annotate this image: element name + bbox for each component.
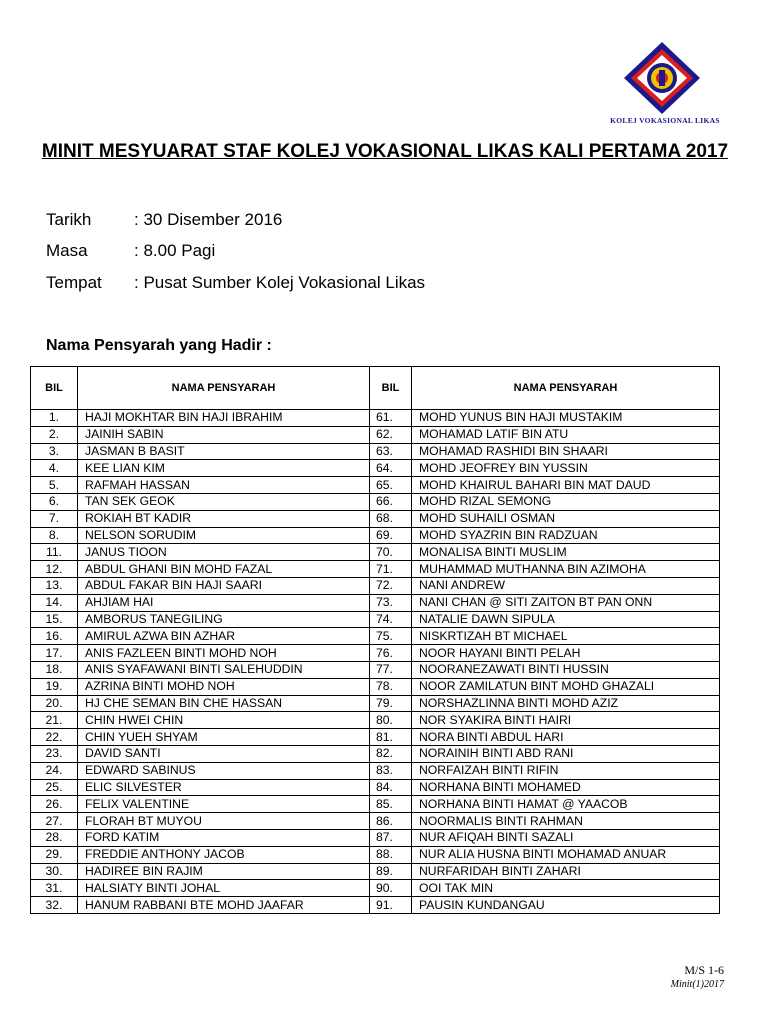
row-number: 85.	[370, 796, 412, 813]
row-number: 64.	[370, 460, 412, 477]
info-value: : 8.00 Pagi	[134, 241, 216, 260]
column-header: NAMA PENSYARAH	[412, 367, 720, 410]
row-number: 83.	[370, 762, 412, 779]
lecturer-name: MOHAMAD RASHIDI BIN SHAARI	[412, 443, 720, 460]
lecturer-name: HANUM RABBANI BTE MOHD JAAFAR	[78, 897, 370, 914]
row-number: 4.	[31, 460, 78, 477]
row-number: 28.	[31, 829, 78, 846]
row-number: 81.	[370, 729, 412, 746]
lecturer-name: FLORAH BT MUYOU	[78, 813, 370, 830]
row-number: 26.	[31, 796, 78, 813]
table-row	[31, 443, 720, 460]
lecturer-name: HAJI MOKHTAR BIN HAJI IBRAHIM	[78, 410, 370, 427]
lecturer-name: NUR ALIA HUSNA BINTI MOHAMAD ANUAR	[412, 846, 720, 863]
table-row	[31, 712, 720, 729]
table-body	[31, 410, 720, 914]
row-number: 84.	[370, 779, 412, 796]
lecturer-name: AZRINA BINTI MOHD NOH	[78, 678, 370, 695]
row-number: 29.	[31, 846, 78, 863]
lecturer-name: NORHANA BINTI HAMAT @ YAACOB	[412, 796, 720, 813]
table-row	[31, 880, 720, 897]
row-number: 25.	[31, 779, 78, 796]
row-number: 24.	[31, 762, 78, 779]
table-row	[31, 897, 720, 914]
row-number: 20.	[31, 695, 78, 712]
row-number: 12.	[31, 561, 78, 578]
lecturer-name: NOORMALIS BINTI RAHMAN	[412, 813, 720, 830]
row-number: 91.	[370, 897, 412, 914]
table-row	[31, 863, 720, 880]
row-number: 73.	[370, 594, 412, 611]
table-row	[31, 661, 720, 678]
row-number: 70.	[370, 544, 412, 561]
column-header: NAMA PENSYARAH	[78, 367, 370, 410]
lecturer-name: MOHAMAD LATIF BIN ATU	[412, 426, 720, 443]
table-row	[31, 426, 720, 443]
row-number: 6.	[31, 493, 78, 510]
lecturer-name: CHIN HWEI CHIN	[78, 712, 370, 729]
table-row	[31, 611, 720, 628]
lecturer-name: JAINIH SABIN	[78, 426, 370, 443]
row-number: 7.	[31, 510, 78, 527]
table-row	[31, 729, 720, 746]
lecturer-name: RAFMAH HASSAN	[78, 477, 370, 494]
table-row	[31, 796, 720, 813]
row-number: 5.	[31, 477, 78, 494]
row-number: 89.	[370, 863, 412, 880]
table-row	[31, 846, 720, 863]
info-label: Masa	[46, 241, 88, 260]
column-header: BIL	[370, 367, 412, 410]
lecturer-name: FELIX VALENTINE	[78, 796, 370, 813]
row-number: 17.	[31, 645, 78, 662]
table-row	[31, 645, 720, 662]
lecturer-name: MOHD RIZAL SEMONG	[412, 493, 720, 510]
lecturer-name: PAUSIN KUNDANGAU	[412, 897, 720, 914]
table-row	[31, 628, 720, 645]
row-number: 62.	[370, 426, 412, 443]
lecturer-name: MOHD SUHAILI OSMAN	[412, 510, 720, 527]
lecturer-name: ABDUL FAKAR BIN HAJI SAARI	[78, 577, 370, 594]
lecturer-name: NISKRTIZAH BT MICHAEL	[412, 628, 720, 645]
row-number: 65.	[370, 477, 412, 494]
table-row	[31, 561, 720, 578]
lecturer-name: NANI ANDREW	[412, 577, 720, 594]
table-row	[31, 594, 720, 611]
lecturer-name: TAN SEK GEOK	[78, 493, 370, 510]
lecturer-name: HJ CHE SEMAN BIN CHE HASSAN	[78, 695, 370, 712]
lecturer-name: MOHD SYAZRIN BIN RADZUAN	[412, 527, 720, 544]
info-label: Tempat	[46, 273, 102, 292]
table-row	[31, 577, 720, 594]
table-row	[31, 695, 720, 712]
info-value: : Pusat Sumber Kolej Vokasional Likas	[134, 273, 426, 292]
row-number: 74.	[370, 611, 412, 628]
lecturer-name: ANIS SYAFAWANI BINTI SALEHUDDIN	[78, 661, 370, 678]
college-logo	[600, 40, 730, 130]
lecturer-name: MOHD KHAIRUL BAHARI BIN MAT DAUD	[412, 477, 720, 494]
lecturer-name: ANIS FAZLEEN BINTI MOHD NOH	[78, 645, 370, 662]
row-number: 77.	[370, 661, 412, 678]
row-number: 22.	[31, 729, 78, 746]
lecturer-name: AHJIAM HAI	[78, 594, 370, 611]
row-number: 68.	[370, 510, 412, 527]
lecturer-name: NOOR HAYANI BINTI PELAH	[412, 645, 720, 662]
row-number: 27.	[31, 813, 78, 830]
row-number: 71.	[370, 561, 412, 578]
table-row	[31, 544, 720, 561]
lecturer-name: DAVID SANTI	[78, 745, 370, 762]
row-number: 13.	[31, 577, 78, 594]
row-number: 11.	[31, 544, 78, 561]
lecturer-name: NOORANEZAWATI BINTI HUSSIN	[412, 661, 720, 678]
row-number: 82.	[370, 745, 412, 762]
row-number: 80.	[370, 712, 412, 729]
row-number: 87.	[370, 829, 412, 846]
table-header-row	[31, 367, 720, 410]
lecturer-name: MOHD YUNUS BIN HAJI MUSTAKIM	[412, 410, 720, 427]
lecturer-name: HADIREE BIN RAJIM	[78, 863, 370, 880]
lecturer-name: EDWARD SABINUS	[78, 762, 370, 779]
table-row	[31, 410, 720, 427]
lecturer-name: NATALIE DAWN SIPULA	[412, 611, 720, 628]
lecturer-name: ABDUL GHANI BIN MOHD FAZAL	[78, 561, 370, 578]
row-number: 30.	[31, 863, 78, 880]
lecturer-name: NORAINIH BINTI ABD RANI	[412, 745, 720, 762]
lecturer-name: NORSHAZLINNA BINTI MOHD AZIZ	[412, 695, 720, 712]
row-number: 61.	[370, 410, 412, 427]
lecturer-name: NORHANA BINTI MOHAMED	[412, 779, 720, 796]
lecturer-name: ROKIAH BT KADIR	[78, 510, 370, 527]
lecturer-name: MOHD JEOFREY BIN YUSSIN	[412, 460, 720, 477]
attendees-heading: Nama Pensyarah yang Hadir :	[46, 337, 272, 354]
attendance-table	[30, 366, 720, 914]
row-number: 78.	[370, 678, 412, 695]
row-number: 88.	[370, 846, 412, 863]
lecturer-name: NOR SYAKIRA BINTI HAIRI	[412, 712, 720, 729]
logo-caption: KOLEJ VOKASIONAL LIKAS	[610, 116, 720, 125]
lecturer-name: ELIC SILVESTER	[78, 779, 370, 796]
lecturer-name: MONALISA BINTI MUSLIM	[412, 544, 720, 561]
table-row	[31, 493, 720, 510]
row-number: 79.	[370, 695, 412, 712]
row-number: 16.	[31, 628, 78, 645]
row-number: 2.	[31, 426, 78, 443]
row-number: 15.	[31, 611, 78, 628]
table-row	[31, 527, 720, 544]
info-label: Tarikh	[46, 210, 92, 229]
info-value: : 30 Disember 2016	[134, 210, 283, 229]
table-row	[31, 745, 720, 762]
lecturer-name: NUR AFIQAH BINTI SAZALI	[412, 829, 720, 846]
row-number: 23.	[31, 745, 78, 762]
lecturer-name: KEE LIAN KIM	[78, 460, 370, 477]
lecturer-name: CHIN YUEH SHYAM	[78, 729, 370, 746]
lecturer-name: OOI TAK MIN	[412, 880, 720, 897]
table-row	[31, 813, 720, 830]
row-number: 1.	[31, 410, 78, 427]
lecturer-name: NORA BINTI ABDUL HARI	[412, 729, 720, 746]
row-number: 72.	[370, 577, 412, 594]
table-row	[31, 779, 720, 796]
row-number: 21.	[31, 712, 78, 729]
lecturer-name: NORFAIZAH BINTI RIFIN	[412, 762, 720, 779]
lecturer-name: NOOR ZAMILATUN BINT MOHD GHAZALI	[412, 678, 720, 695]
lecturer-name: HALSIATY BINTI JOHAL	[78, 880, 370, 897]
table-row	[31, 678, 720, 695]
page-number: M/S 1-6	[684, 963, 724, 977]
lecturer-name: AMBORUS TANEGILING	[78, 611, 370, 628]
row-number: 18.	[31, 661, 78, 678]
lecturer-name: JASMAN B BASIT	[78, 443, 370, 460]
document-title: MINIT MESYUARAT STAF KOLEJ VOKASIONAL LIKAS KALI PERTAMA 2017	[41, 141, 729, 162]
row-number: 76.	[370, 645, 412, 662]
table-row	[31, 460, 720, 477]
row-number: 8.	[31, 527, 78, 544]
row-number: 19.	[31, 678, 78, 695]
table-row	[31, 510, 720, 527]
lecturer-name: MUHAMMAD MUTHANNA BIN AZIMOHA	[412, 561, 720, 578]
row-number: 90.	[370, 880, 412, 897]
row-number: 75.	[370, 628, 412, 645]
column-header: BIL	[31, 367, 78, 410]
document-reference: Minit(1)2017	[670, 979, 724, 990]
lecturer-name: NELSON SORUDIM	[78, 527, 370, 544]
lecturer-name: JANUS TIOON	[78, 544, 370, 561]
lecturer-name: AMIRUL AZWA BIN AZHAR	[78, 628, 370, 645]
row-number: 32.	[31, 897, 78, 914]
row-number: 63.	[370, 443, 412, 460]
lecturer-name: FREDDIE ANTHONY JACOB	[78, 846, 370, 863]
row-number: 31.	[31, 880, 78, 897]
row-number: 3.	[31, 443, 78, 460]
lecturer-name: NURFARIDAH BINTI ZAHARI	[412, 863, 720, 880]
college-crest-icon	[600, 40, 730, 118]
table-row	[31, 762, 720, 779]
row-number: 69.	[370, 527, 412, 544]
row-number: 66.	[370, 493, 412, 510]
row-number: 86.	[370, 813, 412, 830]
table-row	[31, 829, 720, 846]
row-number: 14.	[31, 594, 78, 611]
lecturer-name: NANI CHAN @ SITI ZAITON BT PAN ONN	[412, 594, 720, 611]
table-row	[31, 477, 720, 494]
lecturer-name: FORD KATIM	[78, 829, 370, 846]
